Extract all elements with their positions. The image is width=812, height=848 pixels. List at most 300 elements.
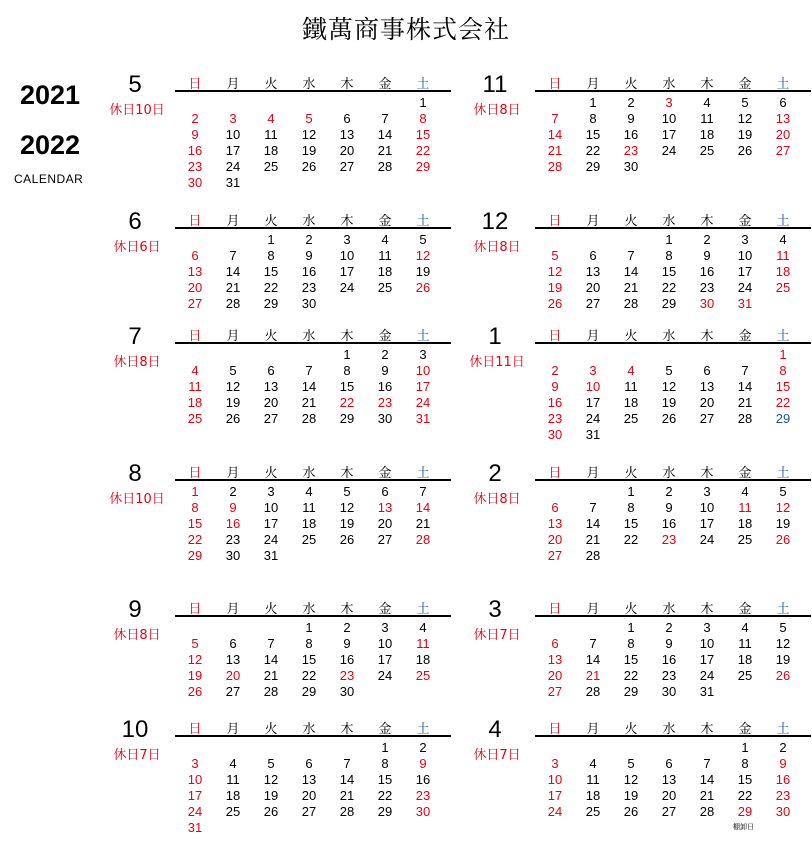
day-cell: 24 [737,280,753,295]
day-cell: 12 [775,636,791,651]
day-cell: 27 [699,411,715,426]
day-cell: 27 [301,804,317,819]
weekday-header: 木 [700,329,714,344]
day-cell: 9 [665,500,673,515]
header-rule [175,735,451,737]
day-cell: 19 [623,788,639,803]
day-cell: 29 [737,804,753,819]
day-cell: 23 [699,280,715,295]
day-cell: 18 [263,143,279,158]
day-cell: 9 [551,379,559,394]
month-block [470,73,790,203]
day-cell: 28 [339,804,355,819]
day-cell: 26 [301,159,317,174]
day-cell: 23 [377,395,393,410]
day-cell: 3 [267,484,275,499]
day-cell: 24 [585,411,601,426]
month-number: 10 [121,716,149,743]
day-cell: 15 [623,652,639,667]
day-cell: 16 [225,516,241,531]
holiday-count: 休日7日 [113,748,161,763]
weekday-header: 火 [264,722,278,737]
weekday-header: 日 [188,329,202,344]
weekday-header: 水 [302,722,316,737]
day-cell: 15 [263,264,279,279]
day-cell: 16 [377,379,393,394]
day-cell: 17 [415,379,431,394]
day-cell: 2 [627,95,635,110]
day-cell: 15 [775,379,791,394]
weekday-header: 土 [416,77,430,92]
day-cell: 26 [775,532,791,547]
day-cell: 8 [343,363,351,378]
day-cell: 4 [779,232,787,247]
day-cell: 9 [703,248,711,263]
day-cell: 11 [378,248,392,263]
month-block [110,325,430,455]
day-cell: 9 [627,111,635,126]
day-cell: 16 [661,516,677,531]
day-cell: 18 [737,516,753,531]
year-2022: 2022 [20,130,81,160]
day-cell: 3 [551,756,559,771]
day-cell: 15 [339,379,355,394]
day-cell: 22 [737,788,753,803]
weekday-header: 火 [624,329,638,344]
day-cell: 7 [229,248,237,263]
day-cell: 22 [339,395,355,410]
day-cell: 13 [339,127,355,142]
weekday-header: 土 [776,329,790,344]
day-cell: 1 [589,95,597,110]
day-cell: 31 [415,411,431,426]
holiday-count: 休日8日 [113,355,161,370]
day-cell: 18 [775,264,791,279]
weekday-header: 金 [738,722,752,737]
weekday-header: 木 [700,602,714,617]
weekday-header: 水 [302,214,316,229]
weekday-header: 月 [226,602,240,617]
day-cell: 20 [547,532,563,547]
day-cell: 9 [779,756,787,771]
day-cell: 31 [187,820,203,835]
weekday-header: 金 [378,722,392,737]
day-cell: 28 [377,159,393,174]
day-cell: 26 [775,668,791,683]
day-cell: 10 [699,636,715,651]
day-cell: 30 [225,548,241,563]
day-cell: 1 [627,620,635,635]
day-cell: 10 [187,772,203,787]
weekday-header: 金 [738,466,752,481]
weekday-header: 月 [226,466,240,481]
day-cell: 12 [187,652,203,667]
month-number: 3 [488,596,502,623]
weekday-header: 水 [302,77,316,92]
weekday-header: 金 [378,602,392,617]
day-cell: 7 [741,363,749,378]
day-cell: 1 [419,95,427,110]
day-cell: 27 [661,804,677,819]
day-cell: 8 [627,636,635,651]
weekday-header: 土 [416,329,430,344]
month-number: 11 [482,71,508,98]
day-cell: 22 [301,668,317,683]
weekday-header: 火 [624,214,638,229]
day-cell: 6 [551,636,559,651]
day-cell: 4 [741,484,749,499]
day-cell: 11 [226,772,240,787]
day-cell: 30 [699,296,715,311]
day-cell: 18 [377,264,393,279]
day-cell: 25 [737,532,753,547]
company-title: 鐵萬商事株式会社 [301,15,510,44]
day-cell: 5 [191,636,199,651]
day-cell: 25 [737,668,753,683]
day-cell: 24 [699,668,715,683]
day-cell: 7 [305,363,313,378]
day-cell: 25 [377,280,393,295]
day-cell: 5 [627,756,635,771]
header-rule [535,479,811,481]
day-cell: 9 [191,127,199,142]
weekday-header: 金 [738,602,752,617]
day-cell: 31 [585,427,601,442]
day-cell: 3 [589,363,597,378]
day-cell: 22 [661,280,677,295]
day-cell: 24 [263,532,279,547]
day-cell: 5 [267,756,275,771]
day-cell: 23 [187,159,203,174]
day-cell: 30 [661,684,677,699]
day-cell: 6 [191,248,199,263]
weekday-header: 水 [662,602,676,617]
day-cell: 21 [585,668,601,683]
day-cell: 21 [699,788,715,803]
day-cell: 16 [547,395,563,410]
day-cell: 13 [547,516,563,531]
day-cell: 6 [665,756,673,771]
day-cell: 2 [381,347,389,362]
day-cell: 10 [415,363,431,378]
day-cell: 6 [551,500,559,515]
weekday-header: 火 [624,722,638,737]
weekday-header: 火 [264,214,278,229]
day-cell: 21 [301,395,317,410]
day-cell: 19 [301,143,317,158]
day-cell: 3 [703,620,711,635]
day-cell: 23 [547,411,563,426]
day-cell: 20 [339,143,355,158]
header-rule [175,479,451,481]
day-cell: 14 [585,516,601,531]
weekday-header: 土 [416,466,430,481]
weekday-header: 火 [624,602,638,617]
month-block [470,325,790,455]
day-cell: 2 [665,620,673,635]
day-cell: 13 [547,652,563,667]
day-cell: 6 [267,363,275,378]
day-cell: 14 [415,500,431,515]
day-cell: 3 [229,111,237,126]
header-rule [535,342,811,344]
weekday-header: 木 [700,77,714,92]
weekday-header: 金 [738,77,752,92]
weekday-header: 日 [548,329,562,344]
day-cell: 30 [377,411,393,426]
day-cell: 6 [381,484,389,499]
day-cell: 25 [187,411,203,426]
day-cell: 8 [191,500,199,515]
day-cell: 30 [775,804,791,819]
weekday-header: 日 [188,214,202,229]
day-cell: 8 [419,111,427,126]
day-cell: 22 [377,788,393,803]
day-cell: 5 [779,484,787,499]
weekday-header: 金 [378,77,392,92]
day-cell: 27 [263,411,279,426]
day-cell: 14 [301,379,317,394]
day-cell: 15 [585,127,601,142]
header-rule [175,615,451,617]
day-cell: 14 [547,127,563,142]
day-cell: 7 [419,484,427,499]
header-rule [535,227,811,229]
month-number: 2 [488,460,502,487]
day-cell: 24 [547,804,563,819]
day-cell: 8 [589,111,597,126]
day-cell: 14 [737,379,753,394]
weekday-header: 金 [378,466,392,481]
day-cell: 25 [415,668,431,683]
day-cell: 28 [699,804,715,819]
weekday-header: 日 [188,722,202,737]
header-rule [175,90,451,92]
day-cell: 11 [188,379,202,394]
weekday-header: 木 [340,214,354,229]
day-cell: 3 [665,95,673,110]
day-cell: 1 [627,484,635,499]
header-rule [535,615,811,617]
holiday-count: 休日10日 [109,103,165,118]
weekday-header: 月 [586,602,600,617]
month-number: 1 [488,323,502,350]
month-block [470,598,790,728]
day-cell: 26 [415,280,431,295]
day-cell: 1 [305,620,313,635]
weekday-header: 金 [378,214,392,229]
day-cell: 28 [263,684,279,699]
weekday-header: 火 [264,466,278,481]
day-cell: 26 [547,296,563,311]
weekday-header: 木 [340,329,354,344]
day-cell: 1 [267,232,275,247]
day-cell: 25 [263,159,279,174]
day-cell: 1 [343,347,351,362]
day-cell: 28 [585,548,601,563]
weekday-header: 金 [738,214,752,229]
holiday-count: 休日7日 [473,628,521,643]
weekday-header: 火 [264,77,278,92]
day-cell: 14 [585,652,601,667]
holiday-count: 休日8日 [473,492,521,507]
day-cell: 9 [305,248,313,263]
day-cell: 1 [779,347,787,362]
day-cell: 31 [737,296,753,311]
day-cell: 14 [339,772,355,787]
weekday-header: 木 [340,466,354,481]
day-cell: 19 [547,280,563,295]
day-cell: 28 [301,411,317,426]
day-cell: 16 [187,143,203,158]
weekday-header: 日 [188,602,202,617]
weekday-header: 水 [662,466,676,481]
month-block [110,462,430,592]
day-cell: 27 [225,684,241,699]
day-cell: 19 [339,516,355,531]
day-cell: 22 [187,532,203,547]
day-cell: 7 [381,111,389,126]
day-cell: 4 [381,232,389,247]
day-cell: 1 [665,232,673,247]
month-number: 7 [128,323,142,350]
month-block [470,210,790,340]
day-cell: 13 [699,379,715,394]
day-cell: 7 [627,248,635,263]
day-cell: 4 [419,620,427,635]
month-block [110,73,430,203]
day-cell: 8 [267,248,275,263]
day-cell: 17 [585,395,601,410]
month-block [110,718,430,848]
inventory-day-note: 棚卸日 [733,823,754,831]
weekday-header: 火 [264,329,278,344]
day-cell: 30 [547,427,563,442]
month-block [470,718,790,848]
day-cell: 8 [305,636,313,651]
day-cell: 7 [267,636,275,651]
day-cell: 21 [225,280,241,295]
day-cell: 19 [661,395,677,410]
year-2021: 2021 [20,80,81,110]
day-cell: 25 [585,804,601,819]
day-cell: 20 [377,516,393,531]
weekday-header: 土 [776,602,790,617]
day-cell: 5 [419,232,427,247]
day-cell: 19 [263,788,279,803]
day-cell: 22 [623,532,639,547]
day-cell: 31 [699,684,715,699]
day-cell: 21 [377,143,393,158]
day-cell: 16 [301,264,317,279]
day-cell: 2 [191,111,199,126]
weekday-header: 月 [586,466,600,481]
day-cell: 10 [547,772,563,787]
weekday-header: 水 [662,214,676,229]
weekday-header: 日 [188,77,202,92]
day-cell: 12 [225,379,241,394]
holiday-count: 休日8日 [113,628,161,643]
day-cell: 6 [779,95,787,110]
month-number: 4 [488,716,502,743]
day-cell: 3 [703,484,711,499]
day-cell: 21 [623,280,639,295]
weekday-header: 土 [416,602,430,617]
day-cell: 14 [377,127,393,142]
weekday-header: 月 [586,329,600,344]
day-cell: 26 [225,411,241,426]
weekday-header: 木 [700,722,714,737]
weekday-header: 火 [264,602,278,617]
day-cell: 25 [699,143,715,158]
day-cell: 12 [737,111,753,126]
day-cell: 23 [415,788,431,803]
weekday-header: 土 [416,722,430,737]
day-cell: 22 [415,143,431,158]
day-cell: 27 [547,684,563,699]
holiday-count: 休日7日 [473,748,521,763]
day-cell: 17 [737,264,753,279]
day-cell: 29 [187,548,203,563]
day-cell: 17 [187,788,203,803]
day-cell: 3 [381,620,389,635]
weekday-header: 日 [548,77,562,92]
weekday-header: 水 [302,466,316,481]
weekday-header: 土 [776,214,790,229]
day-cell: 18 [187,395,203,410]
day-cell: 26 [623,804,639,819]
day-cell: 15 [623,516,639,531]
day-cell: 12 [301,127,317,142]
day-cell: 19 [737,127,753,142]
day-cell: 18 [737,652,753,667]
day-cell: 25 [623,411,639,426]
day-cell: 24 [187,804,203,819]
day-cell: 27 [187,296,203,311]
day-cell: 15 [301,652,317,667]
day-cell: 9 [229,500,237,515]
day-cell: 23 [775,788,791,803]
weekday-header: 日 [548,466,562,481]
day-cell: 27 [585,296,601,311]
day-cell: 26 [737,143,753,158]
day-cell: 9 [665,636,673,651]
day-cell: 24 [225,159,241,174]
day-cell: 28 [623,296,639,311]
day-cell: 11 [738,500,752,515]
day-cell: 19 [415,264,431,279]
day-cell: 16 [775,772,791,787]
day-cell: 16 [623,127,639,142]
day-cell: 16 [339,652,355,667]
day-cell: 4 [703,95,711,110]
weekday-header: 水 [302,329,316,344]
day-cell: 12 [339,500,355,515]
day-cell: 4 [229,756,237,771]
day-cell: 16 [699,264,715,279]
calendar-label: CALENDAR [14,172,84,186]
day-cell: 15 [415,127,431,142]
weekday-header: 月 [586,722,600,737]
day-cell: 25 [301,532,317,547]
day-cell: 15 [377,772,393,787]
day-cell: 20 [225,668,241,683]
day-cell: 21 [415,516,431,531]
day-cell: 20 [585,280,601,295]
day-cell: 18 [623,395,639,410]
day-cell: 11 [700,111,714,126]
day-cell: 9 [381,363,389,378]
